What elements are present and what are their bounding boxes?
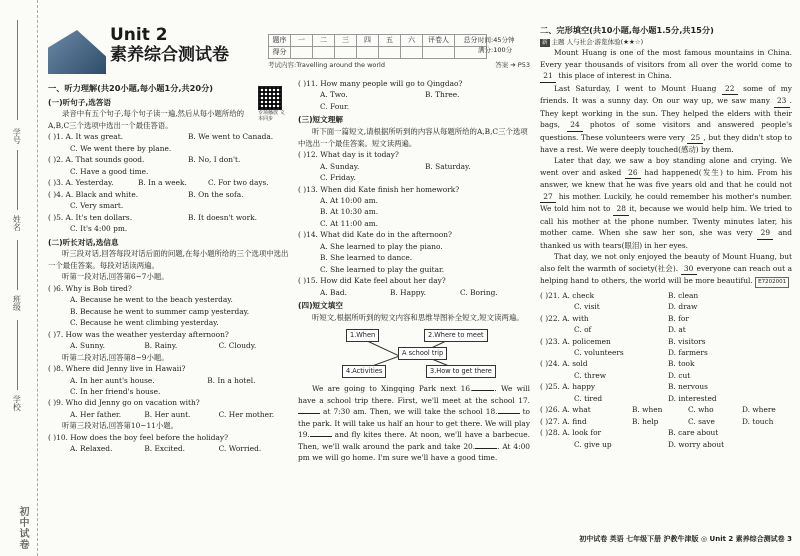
unit-title: Unit 2 [110, 25, 168, 45]
cloze-passage: That day, we not only enjoyed the beauty of Mount Huang, but also felt the warmth of society(社会). 30 everyone can reach out a helping hand to others, the world will be more beautiful. E7202001 [540, 251, 792, 287]
options-row: A. Two. B. Three. [320, 90, 460, 100]
sub-heading: (二)听长对话,选信息 [48, 237, 119, 247]
question[interactable]: ( )27. A. find B. help C. save D. touch [540, 416, 774, 426]
school-label: 学校 [12, 395, 22, 411]
options-row: A. Bad. B. Happy. C. Boring. [320, 287, 498, 297]
score-cell[interactable] [357, 47, 379, 59]
question[interactable]: C. threw D. cut [574, 370, 691, 380]
question[interactable]: C. visit D. draw [574, 302, 698, 312]
answer-page: 答案 ➔ P53 [495, 61, 530, 69]
dialogue-note: 听第一段对话,回答第6~7小题。 [62, 272, 169, 282]
question[interactable]: C. of D. at [574, 325, 686, 335]
theme: 主题 人与社会·游览体验(★★☆) [551, 37, 644, 46]
instructions: 录音中有五个句子,每个句子读一遍,然后从每小题所给的A,B,C三个选项中选出一个最佳答语。 [48, 109, 245, 130]
passage: We are going to Xingqing Park next 16. . We will have a school trip there. First, we'll meet at the school 17. at 7:30 am. Then, we will take the school 18. to the park. It will take us half an hour to get there. We will play 19. and fly kites there. At noon, we'll have a barbecue. Then, we'll walk around the park and take 20. . At 4:00 pm we will go home. I'm sure we'll have a good time. [298, 384, 530, 463]
sub-heading: (四)短文填空 [298, 301, 343, 311]
score-header: 二 [313, 35, 335, 47]
blank-25[interactable]: 25 [687, 132, 703, 144]
cloze-passage: Last Saturday, I went to Mount Huang 22 some of my friends. It was a sunny day. On our way up, we saw many 23 . They kept working in the sun. They helped the elders with their bags, 24 photos of some visitors and answered people's questions. These volunteers were very 25 , but they didn't stop to have a rest. We were deeply touched(感动) by them. [540, 83, 792, 154]
question[interactable]: ( )8. Where did Jenny live in Hawaii? [48, 364, 186, 374]
question[interactable]: ( )12. What day is it today? [298, 150, 399, 160]
section-heading: 二、完形填空(共10小题,每小题1.5分,共15分) [540, 25, 714, 35]
options-row: A. In her aunt's house. B. In a hotel. [70, 375, 256, 385]
option[interactable]: B. She learned to dance. [320, 253, 413, 263]
blank-26[interactable]: 26 [625, 167, 641, 179]
time-info [478, 36, 514, 56]
time-limit: 时间:45分钟 [478, 36, 515, 44]
question[interactable]: ( )26. A. what B. when C. who D. where [540, 405, 776, 415]
sidebar-line [17, 320, 18, 390]
blank-19[interactable] [310, 436, 332, 437]
mind-map-node: 4.Activities [342, 365, 386, 377]
qr-caption: 专项播放 文本同步 [258, 110, 285, 122]
blank-22[interactable]: 22 [722, 83, 738, 95]
question[interactable]: ( )13. When did Kate finish her homework? [298, 184, 460, 194]
option[interactable]: A. At 10:00 am. [320, 195, 378, 205]
blank-18[interactable] [498, 413, 520, 414]
question[interactable]: ( )9. Who did Jenny go on vacation with? [48, 398, 200, 408]
page-title: 素养综合测试卷 [110, 44, 229, 65]
option[interactable]: C. We went there by plane. [70, 143, 172, 153]
sub-heading: (三)短文理解 [298, 115, 343, 125]
question[interactable]: ( )22. A. with B. for [540, 313, 689, 323]
question[interactable]: ( )15. How did Kate feel about her day? [298, 276, 446, 286]
sidebar-line [17, 240, 18, 290]
score-header: 三 [335, 35, 357, 47]
question-code: E7202001 [755, 277, 789, 288]
score-header: 总分 [455, 35, 487, 47]
question[interactable]: ( )10. How does the boy feel before the holiday? [48, 432, 229, 442]
options-row: A. Sunday. B. Saturday. [320, 161, 471, 171]
score-header: 一 [291, 35, 313, 47]
header-banner [48, 22, 258, 74]
score-header: 评卷人 [423, 35, 455, 47]
mind-map [298, 327, 530, 379]
score-cell[interactable] [379, 47, 401, 59]
exam-topic: 考试内容:Travelling around the world [268, 61, 385, 69]
question[interactable]: C. give up D. worry about [574, 439, 725, 449]
mind-map-node: 2.Where to meet [424, 329, 488, 341]
score-cell[interactable] [423, 47, 455, 59]
dialogue-note: 听第三段对话,回答第10~11小题。 [62, 421, 179, 431]
section-heading: 一、听力理解(共20小题,每小题1分,共20分) [48, 83, 214, 93]
question[interactable]: ( )6. Why is Bob tired? [48, 283, 132, 293]
question[interactable]: C. tired D. interested [574, 393, 717, 403]
cloze-passage: Mount Huang is one of the most famous mountains in China. Every year thousands of visitors from all over the world come to 21 this place of interest in China. [540, 47, 792, 82]
score-cell[interactable] [291, 47, 313, 59]
question[interactable]: ( )24. A. sold B. took [540, 359, 695, 369]
full-score: 满分:100分 [478, 45, 513, 54]
question[interactable]: ( )28. A. look for B. care about [540, 428, 719, 438]
sidebar-line [17, 20, 18, 120]
option[interactable]: C. At 11:00 am. [320, 218, 379, 228]
blank-27[interactable]: 27 [540, 191, 556, 203]
score-header: 六 [401, 35, 423, 47]
option[interactable]: C. She learned to play the guitar. [320, 264, 445, 274]
score-header: 五 [379, 35, 401, 47]
question[interactable]: ( )1. A. It was great. B. We went to Canada. [48, 132, 274, 142]
blank-20[interactable] [475, 448, 497, 449]
sidebar-line [17, 150, 18, 210]
instructions: 听三段对话,回答每段对话后面的问题,在每小题所给的三个选项中选出一个最佳答案。每段对话读两遍。 [48, 249, 289, 270]
question[interactable]: ( )23. A. policemen B. visitors [540, 336, 706, 346]
option[interactable]: C. Friday. [320, 173, 356, 183]
cloze-options [540, 290, 792, 451]
class-label: 班级 [12, 295, 22, 311]
question[interactable]: ( )25. A. happy B. nervous [540, 382, 708, 392]
name-label: 姓名 [12, 215, 22, 231]
score-cell[interactable] [401, 47, 423, 59]
blank-23[interactable]: 23 [774, 95, 790, 107]
mind-map-node: 1.When [346, 329, 379, 341]
score-cell[interactable] [313, 47, 335, 59]
options-row: A. Sunny. B. Rainy. C. Cloudy. [70, 341, 257, 351]
option[interactable]: A. She learned to play the piano. [320, 241, 443, 251]
brand-logo: 初中试卷 [17, 506, 28, 550]
score-row-label: 得分 [269, 47, 291, 59]
score-cell[interactable] [335, 47, 357, 59]
blank-30[interactable]: 30 [681, 263, 697, 275]
question[interactable]: ( )7. How was the weather yesterday afternoon? [48, 329, 229, 339]
score-header: 题序 [269, 35, 291, 47]
page-footer: 初中试卷 英语 七年级下册 沪教牛津版 ◎ Unit 2 素养综合测试卷 3 [579, 535, 792, 543]
option[interactable]: C. It's 4:00 pm. [70, 224, 128, 234]
score-header: 四 [357, 35, 379, 47]
blank-21[interactable]: 21 [540, 70, 556, 82]
question[interactable]: ( )11. How many people will go to Qingdao? [298, 79, 463, 88]
blank-17[interactable] [298, 413, 320, 414]
option[interactable]: A. Because he went to the beach yesterday. [70, 295, 233, 305]
options-row: A. Her father. B. Her aunt. C. Her mother. [70, 409, 275, 419]
options-row: A. Relaxed. B. Excited. C. Worried. [70, 444, 262, 454]
blank-29[interactable]: 29 [757, 227, 773, 239]
option[interactable]: C. Very smart. [70, 201, 124, 211]
column-cloze [540, 22, 792, 450]
banner-illustration [48, 30, 106, 74]
sub-heading: (一)听句子,选答语 [48, 97, 111, 107]
question[interactable]: ( )4. A. Black and white. B. On the sofa. [48, 189, 244, 199]
topic-bar [268, 60, 530, 70]
question[interactable]: ( )21. A. check B. clean [540, 290, 699, 300]
mind-map-center: A school trip [398, 347, 447, 359]
question[interactable]: ( )14. What did Kate do in the afternoon? [298, 230, 452, 240]
cloze-passage: Later that day, we saw a boy standing alone and crying. We went over and asked 26 had happened(发生) to him. From his answer, we knew that he was five years old and that he could not 27 his mother. Luckily, he could remember his mother's number. We told him not to 28 it, because we would help him. We tried to call his mother at the phone number. Twenty minutes later, his mother came. When she saw her son, she was very 29 and thanked us with tears(眼泪) in her eyes. [540, 156, 793, 250]
instructions: 听短文,根据所听到的短文内容和思维导图补全短文,短文读两遍。 [312, 312, 524, 322]
question[interactable]: ( )5. A. It's ten dollars. B. It doesn't work. [48, 212, 257, 222]
score-table [268, 34, 487, 59]
blank-28[interactable]: 28 [613, 203, 629, 215]
option[interactable]: C. Because he went climbing yesterday. [70, 318, 219, 328]
blank-16[interactable] [472, 390, 494, 391]
student-id-label: 学号 [12, 128, 22, 144]
instructions: 听下面一篇短文,请根据所听到的内容从每题所给的A,B,C三个选项中选出一个最佳答案。短文读两遍。 [298, 127, 528, 148]
theme-line [540, 37, 792, 48]
question[interactable]: ( )2. A. That sounds good. B. No, I don't. [48, 155, 241, 165]
question[interactable]: ( )3. A. Yesterday. B. In a week. C. For two days. [48, 178, 269, 188]
mind-map-line [364, 339, 401, 357]
option[interactable]: C. Have a good time. [70, 166, 149, 176]
dialogue-note: 听第二段对话,回答第8~9小题。 [62, 352, 169, 362]
mind-map-node: 3.How to get there [426, 365, 496, 377]
question[interactable]: C. volunteers D. farmers [574, 347, 708, 357]
binding-sidebar [0, 0, 38, 556]
option[interactable]: B. Because he went to summer camp yesterday. [70, 306, 250, 316]
option[interactable]: C. In her friend's house. [70, 387, 161, 397]
column-listening-2 [298, 78, 530, 464]
blank-24[interactable]: 24 [567, 119, 583, 131]
column-listening [48, 80, 293, 455]
option[interactable]: C. Four. [320, 101, 350, 111]
option[interactable]: B. At 10:30 am. [320, 207, 379, 217]
new-badge: 新 [542, 39, 548, 46]
